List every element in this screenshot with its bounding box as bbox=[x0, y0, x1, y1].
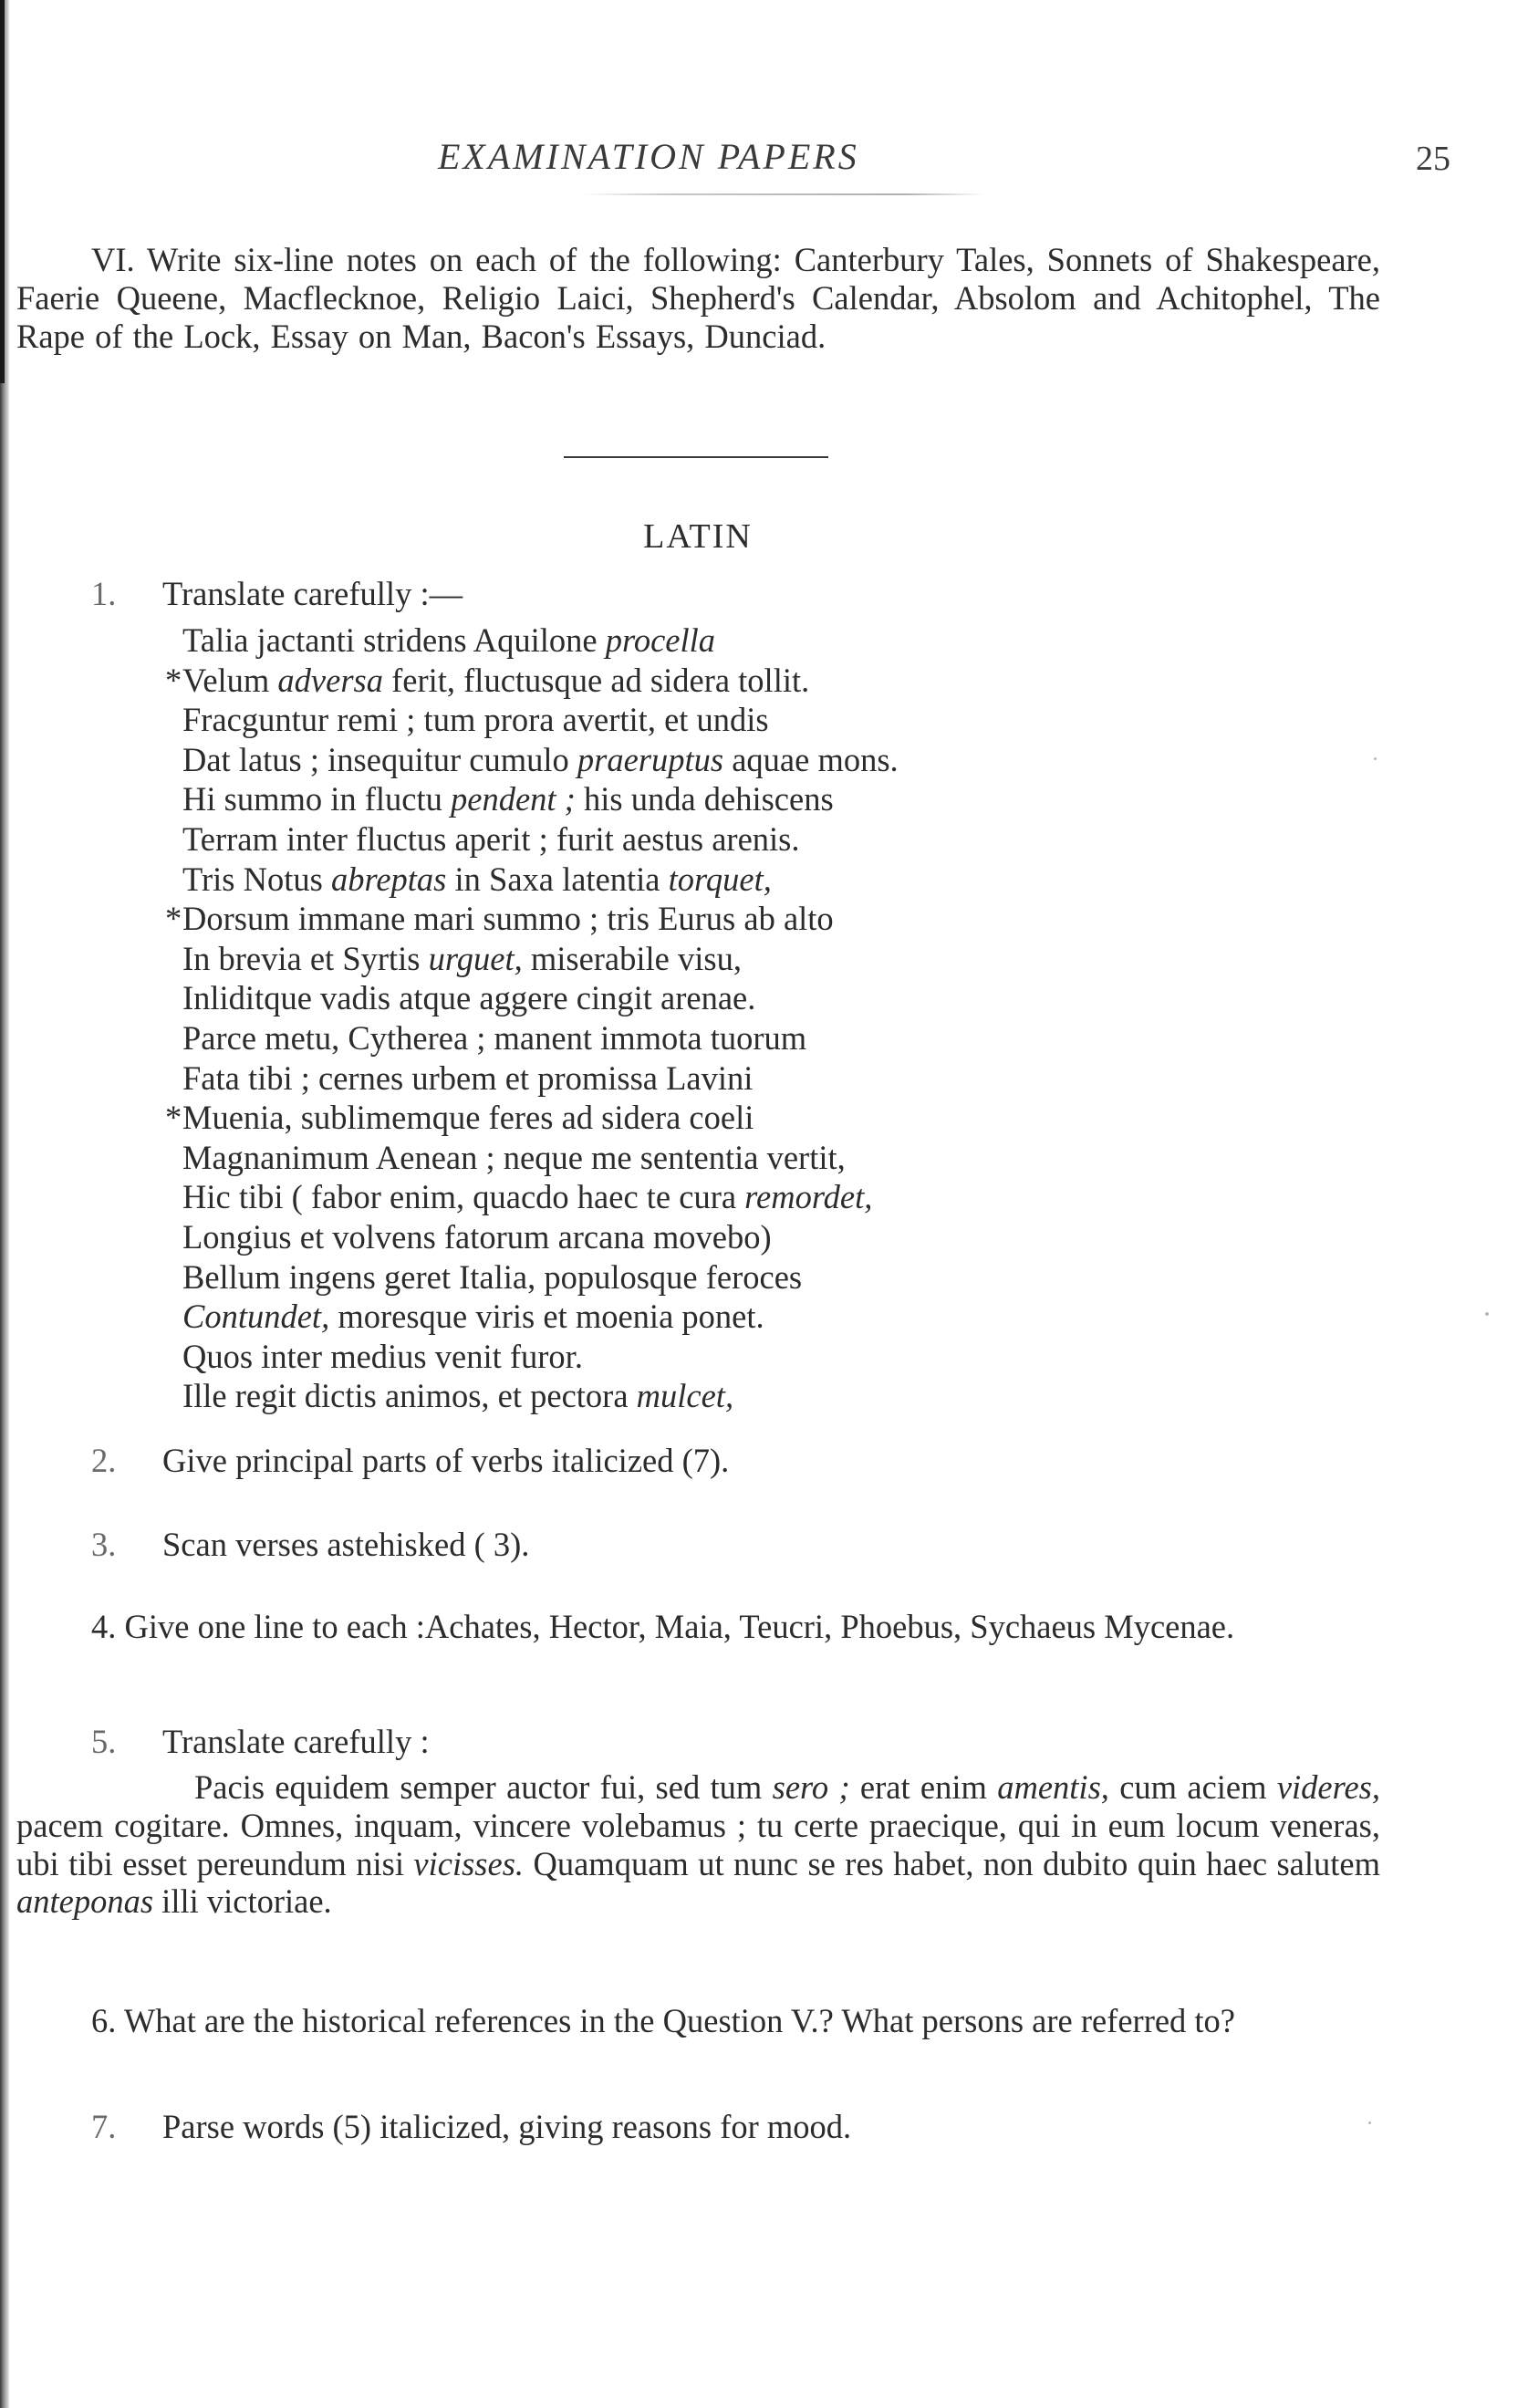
latin-question-4: 4. Give one line to each :Achates, Hector, Maia, Teucri, Phoebus, Sychaeus Mycenae. bbox=[91, 1608, 1235, 1645]
italic-word: sero ; bbox=[772, 1768, 850, 1806]
prose-text: pacem cogitare. Omnes, inquam, vincere volebamus ; tu certe praecique, qui in eum locum veneras, ubi tibi esset pereundum nisi bbox=[16, 1806, 1380, 1882]
english-question-6: VI. Write six-line notes on each of the following: Canterbury Tales, Sonnets of Shakespeare, Faerie Queene, Macflecknoe, Religio Laici, Shepherd's Calendar, Absolom and Achitophel, The Rape of the Lock, Essay on Man, Bacon's Essays, Dunciad. bbox=[16, 241, 1380, 355]
paper-speck bbox=[1368, 2121, 1371, 2124]
italic-word: vicisses. bbox=[413, 1844, 525, 1882]
verse-text: moresque viris et moenia ponet. bbox=[329, 1298, 764, 1336]
verse-text: in Saxa latentia bbox=[446, 860, 669, 898]
question-instruction: Translate carefully :— bbox=[162, 575, 463, 612]
verse-line bbox=[182, 740, 899, 780]
section-heading-latin: LATIN bbox=[643, 517, 753, 556]
verse-text: Velum bbox=[182, 661, 278, 699]
prose-text: Pacis equidem semper auctor fui, sed tum bbox=[194, 1768, 773, 1806]
verse-line bbox=[182, 1376, 899, 1416]
running-title: EXAMINATION PAPERS bbox=[438, 136, 859, 177]
italic-word: procella bbox=[605, 621, 716, 659]
italic-word: adversa bbox=[277, 661, 383, 699]
verse-text: Tris Notus bbox=[182, 860, 331, 898]
question-number: 1. bbox=[91, 575, 117, 612]
verse-line bbox=[182, 1297, 899, 1337]
latin-question-5 bbox=[91, 1723, 430, 1761]
latin-question-3 bbox=[91, 1526, 529, 1564]
latin-question-6: 6. What are the historical references in the Question V.? What persons are referred to? bbox=[91, 2002, 1236, 2039]
verse-text: Terram inter fluctus aperit ; furit aestus arenis. bbox=[182, 819, 800, 858]
verse-text: miserabile visu, bbox=[522, 939, 742, 977]
verse-line bbox=[182, 700, 899, 740]
italic-word: anteponas bbox=[16, 1882, 154, 1921]
prose-text: Quamquam ut nunc se res habet, non dubito quin haec salutem bbox=[524, 1844, 1380, 1882]
verse-line bbox=[182, 1257, 899, 1298]
verse-text: Dorsum immane mari summo ; tris Eurus ab alto bbox=[182, 900, 834, 938]
verse-line bbox=[182, 1217, 899, 1257]
latin-question-2 bbox=[91, 1442, 729, 1480]
section-divider bbox=[564, 456, 828, 458]
running-head bbox=[0, 135, 1450, 181]
verse-text: aquae mons. bbox=[723, 740, 899, 778]
italic-word: pendent ; bbox=[451, 780, 576, 818]
italic-word: Contundet, bbox=[182, 1298, 330, 1336]
question-text: Give principal parts of verbs italicized (7). bbox=[162, 1442, 730, 1479]
prose-text: illi victoriae. bbox=[153, 1882, 332, 1921]
asterisk-marker: * bbox=[165, 1099, 182, 1137]
verse-line bbox=[165, 1098, 899, 1138]
question-text: Scan verses astehisked ( 3). bbox=[162, 1526, 530, 1563]
verse-line bbox=[182, 1177, 899, 1217]
verse-text: Magnanimum Aenean ; neque me sententia vertit, bbox=[182, 1138, 846, 1176]
verse-text: ferit, fluctusque ad sidera tollit. bbox=[382, 661, 810, 699]
question-number: 2. bbox=[91, 1442, 117, 1479]
verse-text: Fracguntur remi ; tum prora avertit, et undis bbox=[182, 701, 769, 739]
prose-text: erat enim bbox=[849, 1768, 998, 1806]
verse-line bbox=[165, 661, 899, 701]
verse-text: Quos inter medius venit furor. bbox=[182, 1337, 583, 1375]
verse-text: Dat latus ; insequitur cumulo bbox=[182, 740, 577, 778]
verse-line bbox=[182, 939, 899, 979]
italic-word: torquet, bbox=[668, 860, 772, 898]
verse-line bbox=[182, 779, 899, 819]
latin-question-1 bbox=[91, 575, 463, 613]
verse-line bbox=[182, 819, 899, 860]
italic-word: mulcet, bbox=[636, 1377, 734, 1415]
verse-line bbox=[182, 860, 899, 900]
verse-text: Ille regit dictis animos, et pectora bbox=[182, 1377, 637, 1415]
verse-text: Muenia, sublimemque feres ad sidera coeli bbox=[182, 1099, 754, 1137]
italic-word: amentis, bbox=[997, 1768, 1109, 1806]
book-spine-edge bbox=[0, 0, 5, 383]
question-instruction: Translate carefully : bbox=[162, 1723, 430, 1760]
prose-text: cum aciem bbox=[1108, 1768, 1277, 1806]
italic-word: abreptas bbox=[330, 860, 447, 898]
verse-text: In brevia et Syrtis bbox=[182, 939, 429, 977]
verse-text: Talia jactanti stridens Aquilone bbox=[182, 621, 606, 659]
asterisk-marker: * bbox=[165, 900, 182, 938]
verse-line bbox=[182, 1018, 899, 1058]
latin-prose-passage bbox=[16, 1768, 1380, 1921]
latin-verse-passage bbox=[165, 620, 899, 1416]
verse-text: Hic tibi ( fabor enim, quacdo haec te cura bbox=[182, 1178, 745, 1216]
italic-word: videres, bbox=[1276, 1768, 1380, 1806]
verse-line bbox=[182, 1337, 899, 1377]
running-head-rule bbox=[584, 193, 985, 195]
latin-question-7 bbox=[91, 2108, 851, 2146]
italic-word: remordet, bbox=[744, 1178, 873, 1216]
asterisk-marker: * bbox=[165, 661, 182, 699]
verse-text: his unda dehiscens bbox=[575, 780, 834, 818]
paper-speck bbox=[1485, 1312, 1489, 1316]
verse-text: Hi summo in fluctu bbox=[182, 780, 452, 818]
verse-line bbox=[182, 620, 899, 661]
verse-text: Longius et volvens fatorum arcana movebo) bbox=[182, 1217, 772, 1256]
verse-text: Bellum ingens geret Italia, populosque feroces bbox=[182, 1257, 803, 1296]
italic-word: praeruptus bbox=[577, 740, 724, 778]
verse-line bbox=[182, 1058, 899, 1099]
question-number: 5. bbox=[91, 1723, 117, 1760]
verse-text: Fata tibi ; cernes urbem et promissa Lavini bbox=[182, 1058, 754, 1097]
verse-text: Parce metu, Cytherea ; manent immota tuorum bbox=[182, 1018, 807, 1057]
paper-speck bbox=[1374, 757, 1377, 760]
italic-word: urguet, bbox=[428, 939, 523, 977]
verse-text: Inliditque vadis atque aggere cingit arenae. bbox=[182, 979, 756, 1017]
question-number: 3. bbox=[91, 1526, 117, 1563]
verse-line bbox=[165, 899, 899, 939]
verse-line bbox=[182, 978, 899, 1018]
question-text: Parse words (5) italicized, giving reasons for mood. bbox=[162, 2108, 852, 2145]
question-number: 7. bbox=[91, 2108, 117, 2145]
verse-line bbox=[182, 1138, 899, 1178]
page-number: 25 bbox=[1416, 140, 1450, 178]
